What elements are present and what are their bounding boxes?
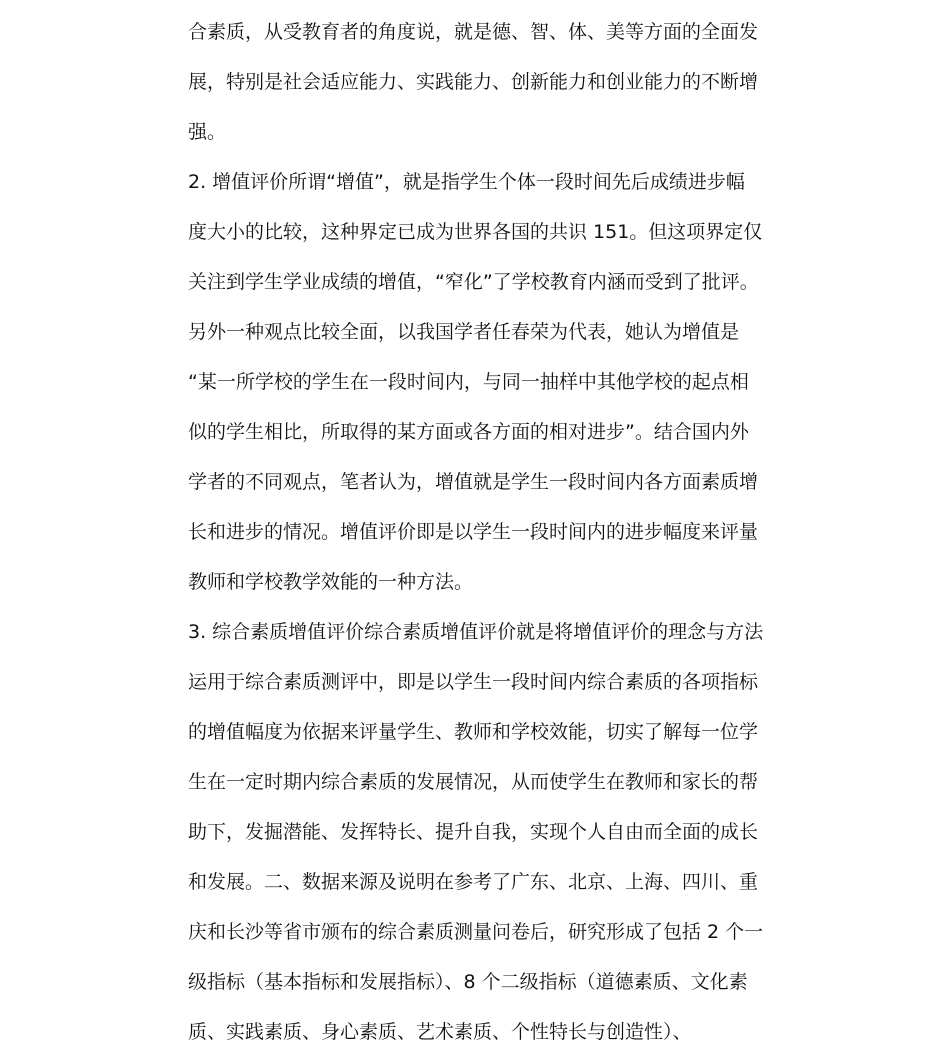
text-line: “某一所学校的学生在一段时间内，与同一抽样中其他学校的起点相 [188,371,749,393]
text-line: 展，特别是社会适应能力、实践能力、创新能力和创业能力的不断增 [188,71,759,93]
text-line: 助下，发掘潜能、发挥特长、提升自我，实现个人自由而全面的成长 [188,821,759,843]
text-line: 教师和学校教学效能的一种方法。 [188,571,474,593]
text-line: 生在一定时期内综合素质的发展情况，从而使学生在教师和家长的帮 [188,771,759,793]
text-line: 长和进步的情况。增值评价即是以学生一段时间内的进步幅度来评量 [188,521,759,543]
text-line: 似的学生相比，所取得的某方面或各方面的相对进步”。结合国内外 [188,421,749,443]
text-line: 关注到学生学业成绩的增值，“窄化”了学校教育内涵而受到了批评。 [188,271,759,293]
text-line: 质、实践素质、身心素质、艺术素质、个性特长与创造性）、 [188,1021,692,1043]
text-line: 合素质，从受教育者的角度说，就是德、智、体、美等方面的全面发 [188,21,759,43]
text-line: 学者的不同观点，笔者认为，增值就是学生一段时间内各方面素质增 [188,471,759,493]
text-line: 庆和长沙等省市颁布的综合素质测量问卷后，研究形成了包括 2 个一 [188,921,764,943]
section-heading-value-added-evaluation: 2. 增值评价所谓“增值”，就是指学生个体一段时间先后成绩进步幅 [188,171,745,193]
document-body [188,7,818,1057]
text-line: 另外一种观点比较全面，以我国学者任春荣为代表，她认为增值是 [188,321,740,343]
text-line: 运用于综合素质测评中，即是以学生一段时间内综合素质的各项指标 [188,671,759,693]
text-line: 和发展。二、数据来源及说明在参考了广东、北京、上海、四川、重 [188,871,759,893]
text-line: 级指标（基本指标和发展指标）、8 个二级指标（道德素质、文化素 [188,971,748,993]
section-heading-comprehensive-quality-evaluation: 3. 综合素质增值评价综合素质增值评价就是将增值评价的理念与方法 [188,621,764,643]
text-line: 强。 [188,121,227,143]
text-line: 度大小的比较，这种界定已成为世界各国的共识 151。但这项界定仅 [188,221,763,243]
text-line: 的增值幅度为依据来评量学生、教师和学校效能，切实了解每一位学 [188,721,759,743]
